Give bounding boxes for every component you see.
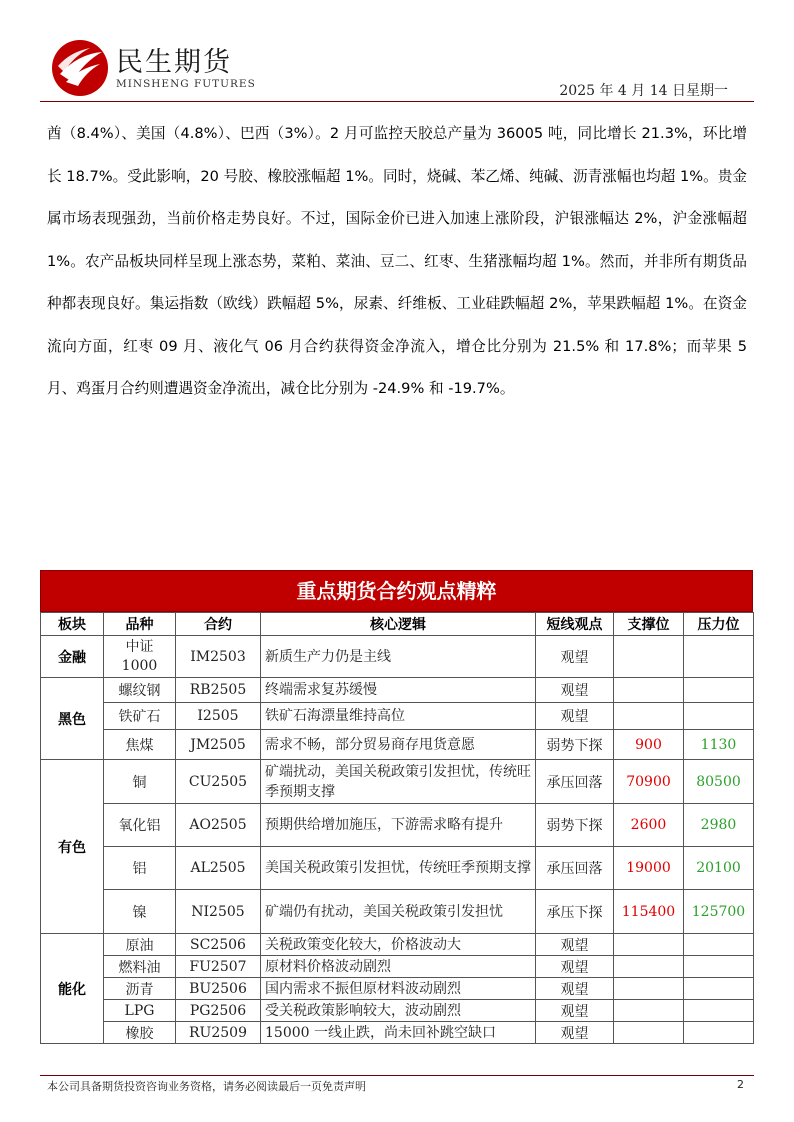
sector-cell: 黑色 [41,678,104,760]
view-cell: 承压回落 [536,847,614,890]
page-number: 2 [737,1078,744,1091]
header-logic: 核心逻辑 [261,613,536,636]
support-cell: 115400 [614,890,684,934]
pressure-cell: 20100 [684,847,754,890]
contract-cell: PG2506 [176,1000,261,1022]
pressure-cell [684,636,754,678]
header-support: 支撑位 [614,613,684,636]
logo-english-name: MINSHENG FUTURES [116,78,256,90]
support-cell [614,934,684,956]
support-cell [614,678,684,703]
view-cell: 观望 [536,636,614,678]
contract-cell: FU2507 [176,956,261,978]
contract-cell: BU2506 [176,978,261,1000]
logic-cell: 美国关税政策引发担忧，传统旺季预期支撑 [261,847,536,890]
table-row [41,956,754,978]
pressure-cell [684,978,754,1000]
contract-cell: JM2505 [176,730,261,760]
product-cell: 原油 [104,934,176,956]
logic-cell: 需求不畅，部分贸易商存甩货意愿 [261,730,536,760]
view-cell: 承压下探 [536,890,614,934]
logic-cell: 15000 一线止跌，尚未回补跳空缺口 [261,1022,536,1044]
sector-cell: 有色 [41,760,104,934]
view-cell: 观望 [536,678,614,703]
pressure-cell [684,703,754,730]
table-row [41,1000,754,1022]
contract-cell: RU2509 [176,1022,261,1044]
product-cell: 镍 [104,890,176,934]
minsheng-logo-icon [50,38,110,98]
contract-cell: SC2506 [176,934,261,956]
table-row [41,636,754,678]
product-cell: 燃料油 [104,956,176,978]
logo-chinese-name: 民生期货 [116,47,232,78]
logic-cell: 终端需求复苏缓慢 [261,678,536,703]
header-contract: 合约 [176,613,261,636]
pressure-cell: 2980 [684,804,754,847]
table-header-row [41,613,754,636]
footer-disclaimer: 本公司具备期货投资咨询业务资格，请务必阅读最后一页免责声明 [47,1080,366,1093]
support-cell [614,703,684,730]
logic-cell: 受关税政策影响较大，波动剧烈 [261,1000,536,1022]
futures-table [40,612,754,1044]
pressure-cell: 125700 [684,890,754,934]
contract-cell: IM2503 [176,636,261,678]
view-cell: 承压回落 [536,760,614,804]
pressure-cell: 80500 [684,760,754,804]
contract-cell: NI2505 [176,890,261,934]
support-cell [614,978,684,1000]
product-cell: 螺纹钢 [104,678,176,703]
table-row [41,804,754,847]
product-cell: 橡胶 [104,1022,176,1044]
product-cell: LPG [104,1000,176,1022]
view-cell: 观望 [536,956,614,978]
support-cell: 19000 [614,847,684,890]
product-cell: 铝 [104,847,176,890]
futures-view-table [40,570,753,1044]
header-pressure: 压力位 [684,613,754,636]
sector-cell: 金融 [41,636,104,678]
table-row [41,703,754,730]
product-cell: 焦煤 [104,730,176,760]
logic-cell: 预期供给增加施压，下游需求略有提升 [261,804,536,847]
table-row [41,934,754,956]
contract-cell: AL2505 [176,847,261,890]
view-cell: 观望 [536,978,614,1000]
contract-cell: I2505 [176,703,261,730]
header-product: 品种 [104,613,176,636]
logic-cell: 矿端扰动，美国关税政策引发担忧，传统旺季预期支撑 [261,760,536,804]
product-cell: 铜 [104,760,176,804]
logic-cell: 国内需求不振但原材料波动剧烈 [261,978,536,1000]
page-header [0,0,794,105]
contract-cell: RB2505 [176,678,261,703]
view-cell: 观望 [536,1000,614,1022]
support-cell: 2600 [614,804,684,847]
table-title: 重点期货合约观点精粹 [40,570,753,612]
logic-cell: 矿端仍有扰动，美国关税政策引发担忧 [261,890,536,934]
logic-cell: 铁矿石海漂量维持高位 [261,703,536,730]
support-cell: 900 [614,730,684,760]
footer-divider [40,1075,754,1076]
product-cell: 中证1000 [104,636,176,678]
view-cell: 观望 [536,703,614,730]
contract-cell: AO2505 [176,804,261,847]
support-cell [614,636,684,678]
support-cell [614,1000,684,1022]
pressure-cell [684,1022,754,1044]
view-cell: 观望 [536,1022,614,1044]
view-cell: 弱势下探 [536,730,614,760]
table-row [41,1022,754,1044]
support-cell [614,1022,684,1044]
contract-cell: CU2505 [176,760,261,804]
header-view: 短线观点 [536,613,614,636]
pressure-cell: 1130 [684,730,754,760]
product-cell: 氧化铝 [104,804,176,847]
pressure-cell [684,956,754,978]
product-cell: 铁矿石 [104,703,176,730]
pressure-cell [684,934,754,956]
view-cell: 弱势下探 [536,804,614,847]
table-row [41,978,754,1000]
header-divider [40,101,754,102]
logic-cell: 关税政策变化较大，价格波动大 [261,934,536,956]
support-cell [614,956,684,978]
pressure-cell [684,1000,754,1022]
support-cell: 70900 [614,760,684,804]
summary-paragraph: 酋（8.4%）、美国（4.8%）、巴西（3%）。2 月可监控天胶总产量为 36005 吨，同比增长 21.3%，环比增长 18.7%。受此影响，20 号胶、橡胶涨幅超 1%。同时，烧碱、苯乙烯、纯碱、沥青涨幅也均超 1%。贵金属市场表现强劲，当前价格走势良好。不过，国际金价已进入加速上涨阶段，沪银涨幅达 2%，沪金涨幅超 1%。农产品板块同样呈现上涨态势，菜粕、菜油、豆二、红枣、生猪涨幅均超 1%。然而，并非所有期货品种都表现良好。集运指数（欧线）跌幅超 5%，尿素、纤维板、工业硅跌幅超 2%，苹果跌幅超 1%。在资金流向方面，红枣 09 月、液化气 06 月合约获得资金净流入，增仓比分别为 21.5% 和 17.8%；而苹果 5 月、鸡蛋月合约则遭遇资金净流出，减仓比分别为 -24.9% 和 -19.7%。 [47,125,747,397]
sector-cell: 能化 [41,934,104,1044]
table-row [41,760,754,804]
table-row [41,678,754,703]
logic-cell: 原材料价格波动剧烈 [261,956,536,978]
product-cell: 沥青 [104,978,176,1000]
table-row [41,847,754,890]
report-date: 2025 年 4 月 14 日星期一 [559,83,728,99]
pressure-cell [684,678,754,703]
table-row [41,730,754,760]
logic-cell: 新质生产力仍是主线 [261,636,536,678]
table-row [41,890,754,934]
view-cell: 观望 [536,934,614,956]
header-sector: 板块 [41,613,104,636]
market-summary [47,113,747,411]
